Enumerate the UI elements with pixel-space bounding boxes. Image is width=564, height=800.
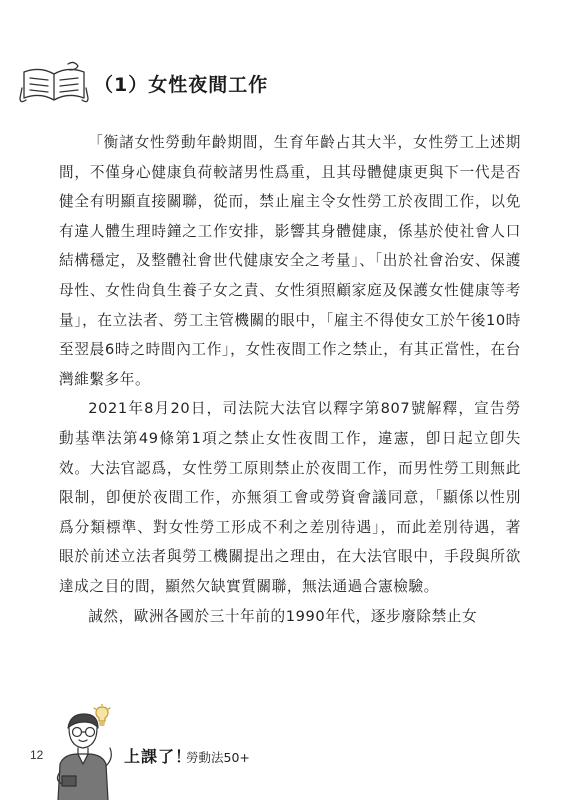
paragraph-2: 2021年8月20日，司法院大法官以釋字第807號解釋，宣告勞動基準法第49條第1項之禁止女性夜間工作，違憲，卽日起立卽失效。大法官認爲，女性勞工原則禁止於夜間工作，而男性勞工則無此限制，卽便於夜間工作，亦無須工會或勞資會議同意，「顯係以性別爲分類標準、對女性勞工形成不利之差別待遇」，而此差別待遇，著眼於前述立法者與勞工機關提出之理由，在大法官眼中，手段與所欲達成之目的間，顯然欠缺實質關聯，無法通過合憲檢驗。 <box>59 400 521 595</box>
article-body <box>59 128 521 631</box>
book-title: 勞動法50+ <box>186 750 250 765</box>
reading-book-icon <box>18 58 90 104</box>
page-number: 12 <box>30 748 44 762</box>
paragraph-3: 誠然，歐洲各國於三十年前的1990年代，逐步廢除禁止女 <box>88 607 478 625</box>
page-footer <box>0 690 564 800</box>
paragraph-1: 「衡諸女性勞動年齡期間，生育年齡占其大半，女性勞工上述期間，不僅身心健康負荷較諸男性爲重，且其母體健康更與下一代是否健全有明顯直接關聯，從而，禁止雇主令女性勞工於夜間工作，以免有違人體生理時鐘之工作安排，影響其身體健康，係基於使社會人口結構穩定，及整體社會世代健康安全之考量」、「出於社會治安、保護母性、女性尙負生養子女之責、女性須照顧家庭及保護女性健康等考量」，在立法者、勞工主管機關的眼中，「雇主不得使女工於午後10時至翌晨6時之時間內工作」，女性夜間工作之禁止，有其正當性，在台灣維繫多年。 <box>59 134 521 388</box>
light-bulb-icon <box>93 704 111 728</box>
brand-logo-text: 上課了！ <box>124 747 193 766</box>
section-title: （1）女性夜間工作 <box>94 74 269 96</box>
